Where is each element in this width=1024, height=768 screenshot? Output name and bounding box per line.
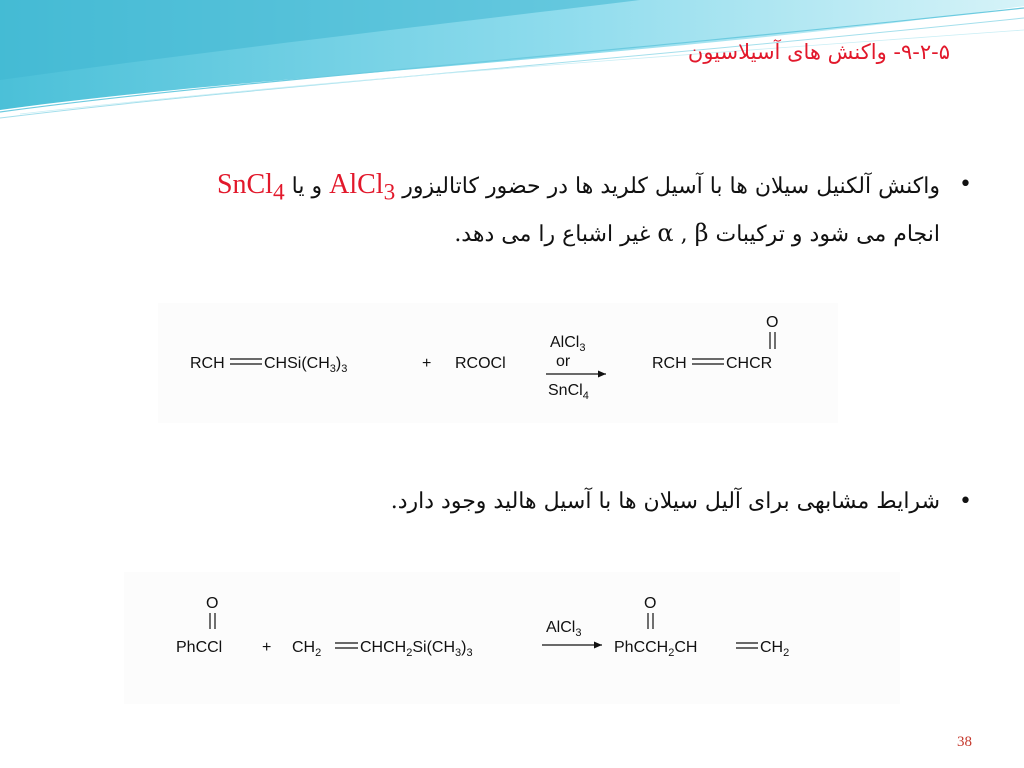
bullet-text-1: [55, 165, 972, 255]
beta-symbol: β: [694, 218, 709, 247]
scheme1-reactant2: RCOCl: [455, 355, 506, 372]
scheme1-product-a: RCH: [652, 355, 687, 372]
bullet-1-line-1: واکنش آلکنیل سیلان ها با آسیل کلرید ها در حضور کاتالیزور AlCl$_3$ و یا SnCl$_4$: [216, 169, 940, 206]
alpha-symbol: α: [657, 218, 674, 247]
scheme2-plus: +: [262, 639, 272, 656]
bullet-dot-icon: •: [959, 489, 972, 514]
scheme2-product-c: $CH_2$: [760, 639, 790, 659]
bullet-dot-icon: •: [959, 172, 972, 197]
scheme2-reactant2-b: $CHCH_2Si(CH_3)_3$: [360, 639, 473, 659]
scheme2-catalyst: AlCl$_3$: [546, 619, 582, 639]
scheme1-reactant1-a: RCH: [190, 355, 225, 372]
reaction-scheme-2: [124, 572, 900, 704]
scheme1-product-b: CHCR: [726, 355, 773, 372]
scheme1-reactant1-b: $CHSi(CH_3)_3$: [264, 355, 348, 375]
scheme2-reactant2-a: $CH_2$: [292, 639, 322, 659]
scheme2-oxygen-1: O: [206, 595, 219, 612]
sncl4-formula: SnCl$_4$: [216, 169, 285, 206]
reaction-scheme-2-drawing: [124, 572, 900, 704]
scheme1-catalyst-or: or: [556, 353, 571, 370]
scheme1-catalyst-alcl3: AlCl$_3$: [550, 334, 586, 354]
bullet-text-2: • شرایط مشابهی برای آلیل سیلان ها با آسیل هالید وجود دارد.: [55, 482, 940, 522]
scheme2-product-a: PhCCH$_2$CH: [614, 639, 698, 659]
scheme1-plus: +: [422, 355, 432, 372]
scheme1-catalyst-sncl4: SnCl$_4$: [548, 382, 589, 402]
reaction-scheme-1: [158, 303, 838, 423]
alcl3-formula: AlCl$_3$: [329, 169, 396, 206]
reaction-scheme-1-drawing: [158, 303, 838, 423]
scheme2-reactant1: PhCCl: [176, 639, 223, 656]
scheme2-oxygen-2: O: [644, 595, 657, 612]
scheme1-oxygen: O: [766, 314, 779, 331]
slide-title: ۹-۲-۵- واکنش های آسیلاسیون: [687, 40, 950, 64]
page-number: 38: [957, 734, 972, 750]
bullet-1-line-2: انجام می شود و ترکیبات α , β غیر اشباع را می دهد.: [454, 218, 940, 247]
